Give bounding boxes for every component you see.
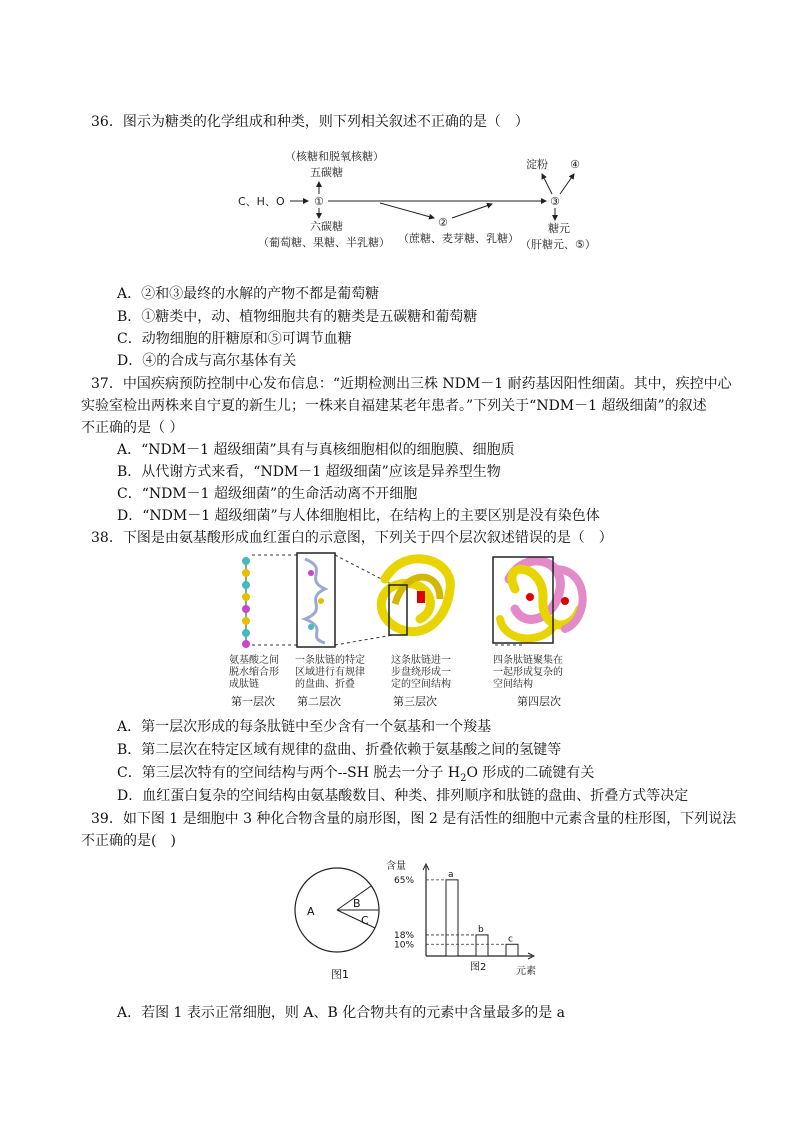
pie-slice-c: C: [361, 914, 369, 927]
q39-stem-line1: 39．如下图 1 是细胞中 3 种化合物含量的扇形图，图 2 是有活性的细胞中元素含量的柱形图，下列说法: [91, 811, 737, 827]
pie-divider-3: [337, 910, 375, 928]
bar-c: [506, 944, 518, 956]
y-tick-c: 10%: [394, 940, 415, 951]
hemoglobin-structure-figure: [225, 549, 595, 716]
level3-label: 第三层次: [393, 695, 437, 708]
node-4: ④: [570, 158, 580, 171]
level4-desc2: 一起形成复杂的: [493, 667, 563, 678]
q36-option-a: A．②和③最终的水解的产物不都是葡萄糖: [117, 286, 380, 302]
quaternary-structure: [493, 557, 583, 643]
y-tick-b: 18%: [394, 930, 415, 941]
q38-stem: 38．下图是由氨基酸形成血红蛋白的示意图，下列关于四个层次叙述错误的是（ ）: [91, 530, 613, 546]
fig1-pie-chart: [285, 866, 395, 991]
level2-desc2: 区域进行有规律: [295, 667, 365, 678]
q38-option-b: B．第二层次在特定区域有规律的盘曲、折叠依赖于氨基酸之间的氢键等: [117, 742, 562, 758]
q37-option-b: B．从代谢方式来看，“NDM－1 超级细菌”应该是异养型生物: [117, 464, 501, 480]
q39-stem-line2: 不正确的是( ): [81, 833, 176, 849]
q36-option-c: C．动物细胞的肝糖原和⑤可调节血糖: [117, 331, 352, 347]
glycogen-parts-text: （肝糖元、⑤）: [520, 238, 596, 251]
q36-stem: 36．图示为糖类的化学组成和种类，则下列相关叙述不正确的是（ ）: [91, 114, 529, 130]
level1-label: 第一层次: [231, 695, 275, 708]
pentose-text: 五碳糖: [310, 166, 343, 179]
bar-b: [476, 935, 488, 956]
starch-text: 淀粉: [526, 158, 548, 171]
q37-option-a: A．“NDM－1 超级细菌”具有与真核细胞相似的细胞膜、细胞质: [117, 442, 515, 458]
level2-desc3: 的盘曲、折叠: [295, 679, 355, 690]
pentose-parts-text: （核糖和脱氧核糖）: [285, 150, 384, 163]
hexose-parts-text: （葡萄糖、果糖、半乳糖）: [258, 236, 390, 249]
level2-desc1: 一条肽链的特定: [295, 655, 365, 666]
level4-desc1: 四条肽链聚集在: [493, 655, 563, 666]
pie-slice-a: A: [307, 905, 315, 918]
q36-sugar-diagram: [230, 146, 610, 258]
level3-desc2: 步盘绕形成一: [391, 667, 451, 678]
x-axis-label: 元素: [516, 966, 536, 977]
level4-desc3: 空间结构: [493, 679, 533, 690]
level1-desc2: 脱水缩合形: [229, 667, 279, 678]
fig1-label: 图1: [331, 968, 349, 981]
q37-stem-line1: 37．中国疾病预防控制中心发布信息：“近期检测出三株 NDM－1 耐药基因阳性细菌。其中，疾控中心: [91, 376, 732, 392]
level1-desc3: 成肽链: [229, 679, 259, 690]
bar-label-c: c: [508, 934, 513, 945]
q38-option-c: C．第三层次特有的空间结构与两个--SH 脱去一分子 $H_2O$ 形成的二硫键有关: [117, 765, 595, 784]
q37-stem-line2: 实验室检出两株来自宁夏的新生儿；一株来自福建某老年患者。”下列关于“NDM－1 超级细菌”的叙述: [81, 398, 707, 414]
level4-label: 第四层次: [517, 695, 561, 708]
y-tick-a: 65%: [394, 875, 415, 886]
q39-option-a: A．若图 1 表示正常细胞，则 A、B 化合物共有的元素中含量最多的是 a: [117, 1005, 566, 1021]
node-3: ③: [550, 195, 560, 208]
hexose-text: 六碳糖: [310, 220, 343, 233]
level1-desc1: 氨基酸之间: [229, 655, 279, 666]
disaccharides-text: （蔗糖、麦芽糖、乳糖）: [398, 232, 519, 245]
y-axis-label: 含量: [386, 861, 406, 872]
q38-option-d: D．血红蛋白复杂的空间结构由氨基酸数目、种类、排列顺序和肽链的盘曲、折叠方式等决定: [117, 788, 689, 804]
cho-text: C、H、O: [238, 195, 285, 208]
amino-acid-chain: [242, 557, 250, 648]
pie-slice-b: B: [353, 897, 361, 910]
fig2-label: 图2: [470, 962, 487, 973]
q38-option-a: A．第一层次形成的每条肽链中至少含有一个氨基和一个羧基: [117, 719, 492, 735]
fig2-bar-chart: [380, 856, 550, 981]
q36-option-b: B．①糖类中，动、植物细胞共有的糖类是五碳糖和葡萄糖: [117, 309, 478, 325]
level3-desc3: 定的空间结构: [391, 679, 451, 690]
node-2: ②: [438, 216, 448, 229]
tertiary-structure: [381, 559, 450, 635]
q36-option-d: D．④的合成与高尔基体有关: [117, 353, 297, 369]
helix-box: [297, 553, 335, 647]
q37-option-c: C．“NDM－1 超级细菌”的生命活动离不开细胞: [117, 486, 418, 502]
level2-label: 第二层次: [297, 695, 341, 708]
glycogen-text: 糖元: [548, 222, 570, 235]
node-1: ①: [314, 195, 324, 208]
bar-label-b: b: [478, 924, 484, 935]
q37-stem-line3: 不正确的是（ ）: [81, 420, 184, 436]
q37-option-d: D．“NDM－1 超级细菌”与人体细胞相比，在结构上的主要区别是没有染色体: [117, 508, 600, 524]
bar-label-a: a: [448, 869, 454, 880]
level3-desc1: 这条肽链进一: [391, 655, 451, 666]
